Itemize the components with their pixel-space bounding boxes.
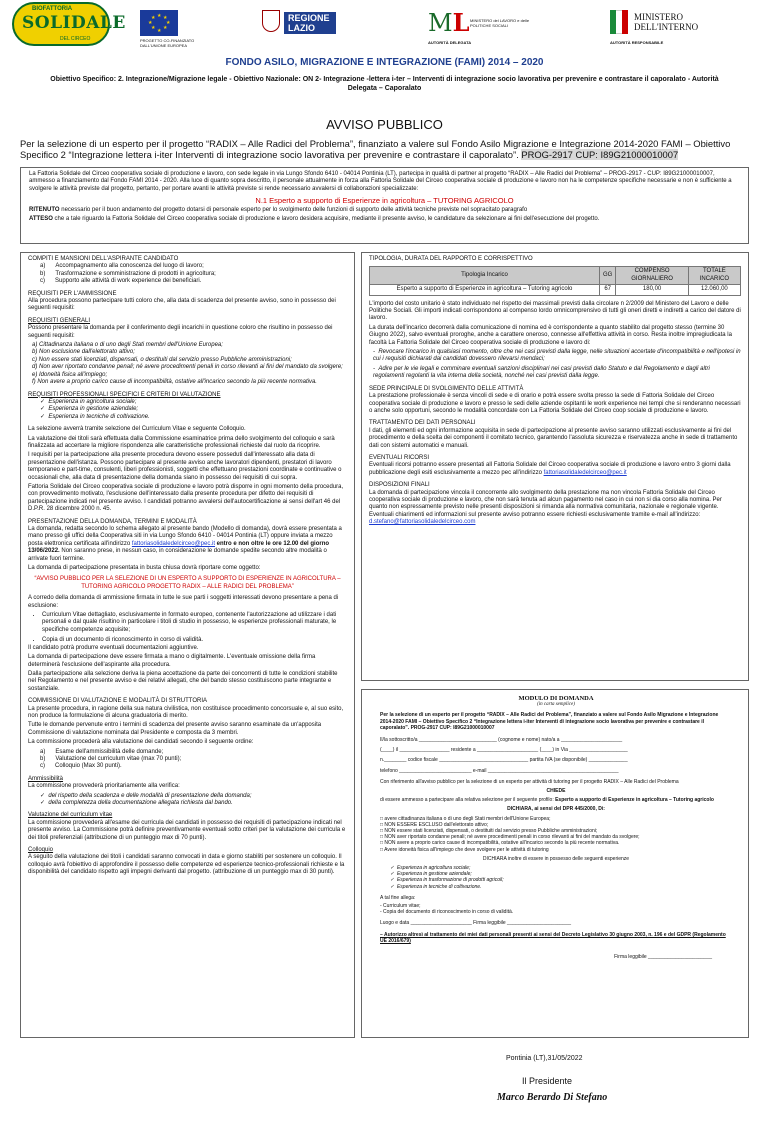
presentazione-p2: La domanda di partecipazione presentata in busta chiusa dovrà riportare come oggetto:	[28, 565, 261, 572]
ricorsi-body: Eventuali ricorsi potranno essere presentati all Fattoria Solidale del Circeo cooperativa sociale di produzione e lavoro entro 3 giorni dalla pubblicazione degli esiti esclusivamente a mezzo pec all'indirizzo	[369, 462, 731, 476]
fami-title: FONDO ASILO, MIGRAZIONE E INTEGRAZIONE (FAMI) 2014 – 2020	[225, 57, 544, 68]
contact-email-link[interactable]: d.stefano@fattoriasolidaledelcirceo.com	[369, 519, 476, 526]
presentazione-p5: La domanda di partecipazione deve essere firmata a mano o digitalmente. L'eventuale omissione della firma determinerà l'esclusione dell'aspirante alla procedura.	[28, 654, 316, 668]
list-item: a) Cittadinanza italiana o di uno degli Stati membri dell'Unione Europea;	[32, 342, 223, 349]
presentazione-deadline: entro e non oltre le ore 12.00 del giorno 13/06/2022.	[28, 540, 330, 555]
list-item: d) Non aver riportato condanne penali; né avere procedimenti penali in corso rilevanti ai fini del mandato da svolgere;	[32, 364, 343, 371]
form-request	[380, 797, 732, 803]
ammissibilita-heading: Ammissibilità	[28, 775, 64, 782]
list-item: a) Esame dell'ammissibilità delle domande;	[40, 748, 164, 755]
list-item[interactable]: □ Avere idoneità fisica all'impiego che deve svolgere per le attività di tutoring	[380, 846, 549, 853]
logo-top-text: BIOFATTORIA	[32, 6, 73, 12]
left-column	[20, 252, 355, 1038]
compiti-heading: COMPITI E MANSIONI DELL'ASPIRANTE CANDIDATO	[28, 256, 179, 262]
list-item: ✓ Esperienza in gestione aziendale;	[390, 871, 472, 878]
oggetto-text: “AVVISO PUBBLICO PER LA SELEZIONE DI UN ESPERTO A SUPPORTO DI ESPERIENZE IN AGRICOLTURA – TUTORING AGRICOLO PROGETTO RADIX – ALLE RADICI DEL PROBLEMA”	[34, 576, 341, 590]
ministero-interno-caption: AUTORITÀ RESPONSABILE	[610, 40, 664, 45]
commissione-p3: La commissione procederà alla valutazione dei candidati secondo il seguente ordine:	[28, 739, 254, 746]
disposizioni-body: La domanda di partecipazione vincola il concorrente allo svolgimento della prestazione ma non vincola Fattoria Solidale del Circeo cooperativa sociale di produzione e lavoro, che non sarà tenuta ad alcun pagamento nel caso in cui non si dia corso alla nomina. Per quanto non espressamente previsto nelle presenti disposizioni si rimanda alla normativa comunitaria, nazionale e regionale vigente. Eventuali chiarimenti ed informazioni sul presente avviso potranno essere richiesti esclusivamente tramite e-mail all'indirizzo:	[369, 489, 722, 518]
importo-text: L'importo del costo unitario è stato individuato nel rispetto dei massimali previsti dalla circolare n 2/2009 del Ministero del Lavoro e delle Politiche Sociali. Gli importi indicati corrispondono al compenso lordo omnicomprensivo di tutti gli oneri diretti e indiretti a carico del datore di lavoro.	[369, 300, 741, 322]
ritenuto-paragraph	[29, 207, 740, 214]
intro-code: PROG-2917 CUP: I89G21000010007	[521, 149, 679, 160]
colloquio-text: A seguito della valutazione dei titoli i candidati saranno convocati in data e giorno stabiliti per sostenere un colloquio. Il colloquio avrà l'obiettivo di approfondire il possesso delle competenze ed esperienze tecnico-professionali richieste e la disponibilità del candidato rispetto agli impegni derivanti dal progetto. (attribuzione di un punteggio max di 30 punti).	[28, 854, 345, 876]
list-item: ✓ Esperienza in agricoltura sociale;	[390, 865, 471, 872]
selezione-p3: I requisiti per la partecipazione alla presente procedura devono essere posseduti dall'interessato alla data di presentazione dell'istanza. Possono partecipare al presente avviso anche lavoratori dipendenti, prestatori di lavoro temporaneo e part-time, consulenti, liberi professionisti, soggetti che effettuano prestazioni coordinate e continuative o occasionali che, alla data di presentazione della domanda siano in possesso dei requisiti di cui sopra.	[28, 452, 342, 481]
atteso-label: ATTESO	[29, 216, 53, 223]
list-item: • Curriculum Vitae dettagliato, esclusivamente in formato europeo, contenente l'autorizzazione ad utilizzare i dati personali e dal quale risultino in particolare i titoli di studio in possesso, le esperienze professionali maturate, le specifiche competenze acquisite;	[42, 612, 347, 634]
ritenuto-label: RITENUTO	[29, 206, 60, 213]
form-chiede: CHIEDE	[546, 788, 566, 795]
pec-email-link[interactable]: fattoriasolidaledelcirceo@pec.it	[131, 540, 216, 547]
sede-heading: SEDE PRINCIPALE DI SVOLGIMENTO DELLE ATTIVITÀ	[369, 385, 524, 392]
colloquio-heading: Colloquio	[28, 847, 54, 854]
form-subtitle: (in carta semplice)	[537, 702, 575, 708]
form-firma-2: Firma leggibile _______________________	[614, 954, 712, 961]
form-intro: Per la selezione di un esperto per il progetto “RADIX – Alle Radici del Problema”, finanziato a valere sul Fondo Asilo Migrazione e Integrazione 2014-2020 FAMI – Obiettivo Specifico 2 “Integrazione lettera i-iter Interventi di integrazione socio lavorativa per prevenire e contrastare il caporalato”. PROG-2917 CUP: I89G21000010007	[380, 712, 719, 731]
premise-box	[20, 167, 749, 244]
requisiti-text: Alla procedura possono partecipare tutti coloro che, alla data di scadenza del presente avviso, sono in possesso dei seguenti requisiti:	[28, 298, 336, 312]
right-column	[361, 252, 749, 681]
requisiti-generali-text: Possono presentare la domanda per il conferimento degli incarichi in questione coloro che risultino in possesso dei seguenti requisiti:	[28, 325, 333, 339]
list-item: ✓ Esperienza in tecniche di coltivazione.	[40, 413, 150, 420]
table-cell: 12.060,00	[688, 285, 740, 295]
form-request-text: di essere ammesso a partecipare alla relativa selezione per il seguente profilo:	[380, 797, 556, 804]
requisiti-professionali-heading: REQUISITI PROFESSIONALI SPECIFICI E CRITERI DI VALUTAZIONE	[28, 391, 221, 398]
list-item: ✓ della completezza della documentazione allegata richiesta dal bando.	[40, 800, 233, 806]
lazio-crest-icon	[262, 10, 280, 32]
ministero-lavoro-name: MINISTERO del LAVORO e delle POLITICHE SOCIALI	[470, 18, 530, 28]
table-row	[370, 285, 741, 295]
position-title: N.1 Esperto a supporto di Esperienze in agricoltura – TUTORING AGRICOLO	[255, 196, 514, 206]
presentazione-p1-c: Non saranno prese, in nessun caso, in considerazione le domande spedite secondo altre modalità o arrivate fuori termine.	[28, 548, 327, 562]
objective-text: Obiettivo Specifico: 2. Integrazione/Migrazione legale - Obiettivo Nazionale: ON 2- Integrazione -lettera i-ter – Interventi di integrazione socio lavorativa per prevenire e contrastare il caporalato - Autorità Delegata – Caporalato	[50, 76, 719, 92]
ritenuto-text: necessario per il buon andamento del progetto dotarsi di personale esperto per lo svolgimento delle funzioni di supporto delle attività tecniche previste nel sopracitato paragrafo	[59, 206, 528, 213]
form-line-residence: (____) il __________________ residente a ______________________ (____) in Via _____________________	[380, 747, 628, 754]
list-item[interactable]: □ NON essere stati licenziati, dispensati, o destituiti dal servizio presso Pubbliche amministrazioni;	[380, 828, 598, 835]
presentazione-p1-a: La domanda, redatta secondo lo schema allegato al presente bando (Modello di domanda), dovrà essere presentata a mano presso gli uffici della Cooperativa siti in via Lungo Sfondo 6410 - 04014 Pontinia (LT) oppure inviata a mezzo posta elettronica certificata all'indirizzo	[28, 526, 342, 547]
atteso-text: che a tale riguardo la Fattoria Solidale del Circeo cooperativa sociale di produzione e lavoro desidera acquisire, mediante il presente avviso, le candidature da selezionare ai fini dell'esecuzione del progetto.	[52, 216, 600, 223]
table-cell: Esperto a supporto di Esperienze in agricoltura – Tutoring agricolo	[370, 285, 600, 295]
eu-caption: PROGETTO CO-FINANZIATO DALL'UNIONE EUROPEA	[140, 38, 195, 48]
commissione-p2: Tutte le domande pervenute entro i termini di scadenza del presente avviso saranno esaminate da un'apposita Commissione di valutazione nominata dal Presidente e composta da 3 membri.	[28, 722, 322, 736]
cv-heading: Valutazione del curriculum vitae	[28, 812, 113, 819]
table-header: Tipologia Incarico	[370, 267, 600, 285]
table-header: TOTALE INCARICO	[688, 267, 740, 285]
list-item: • Copia di un documento di riconoscimento in corso di validità.	[42, 637, 347, 644]
form-privacy-authorization: – Autorizzo altresì al trattamento dei miei dati personali presenti ai sensi del Decreto Legislativo 30 giugno 2003, n. 196 e del GDPR (Regolamento UE 2016/679)	[380, 931, 726, 944]
president-signature: Marco Berardo Di Stefano	[497, 1092, 608, 1103]
commissione-p1: La presente procedura, in ragione della sua natura civilistica, non costituisce procedimento concorsuale e, al suo esito, non produce la formulazione di alcuna graduatoria di merito.	[28, 705, 344, 719]
table-header: GG	[600, 267, 616, 285]
form-allega: A tal fine allega:	[380, 894, 416, 901]
intro-body: Per la selezione di un esperto per il progetto “RADIX – Alle Radici del Problema”, finanziato a valere sul Fondo Asilo Migrazione e Integrazione 2014-2020 FAMI – Obiettivo Specifico 2 “Integrazione lettera i-iter Interventi di integrazione socio lavorativa per prevenire e contrastare il caporalato”.	[20, 138, 731, 160]
ministero-lavoro-logo-icon: ML	[428, 8, 470, 37]
application-form-box	[361, 689, 749, 1038]
atteso-paragraph	[29, 216, 740, 223]
form-luogo-firma: Luogo e data ______________________ Firma leggibile _______________________	[380, 920, 572, 927]
requisiti-generali-heading: REQUISITI GENERALI	[28, 317, 91, 324]
fattoria-solidale-logo	[12, 2, 126, 46]
disposizioni-heading: DISPOSIZIONI FINALI	[369, 482, 430, 489]
list-item: ✓ del rispetto della scadenza e delle modalità di presentazione della domanda;	[40, 792, 252, 799]
regione-lazio-logo: REGIONE LAZIO	[284, 12, 336, 34]
presentazione-heading: PRESENTAZIONE DELLA DOMANDA, TERMINI E MODALITÀ	[28, 518, 197, 525]
ministero-lavoro-caption: AUTORITÀ DELEGATA	[428, 40, 472, 45]
selezione-p1: La selezione avverrà tramite selezione del Curriculum Vitae e seguente Colloquio.	[28, 426, 246, 433]
form-reference: Con riferimento all'avviso pubblico per la selezione di un esperto per attività di tutoring per il progetto RADIX – Alle Radici del Problema	[380, 778, 679, 785]
form-title: MODULO DI DOMANDA	[518, 695, 594, 702]
list-item: - Copia del documento di riconoscimento in corso di validità.	[380, 909, 514, 916]
italy-flag-icon	[610, 10, 628, 34]
presentazione-p4: Il candidato potrà produrre eventuali documentazioni aggiuntive.	[28, 644, 199, 651]
eu-flag-icon: ★ ★ ★ ★ ★ ★ ★ ★	[140, 10, 178, 36]
table-cell: 180,00	[616, 285, 688, 295]
list-item: - Adire per le vie legali e comminare eventuali sanzioni disciplinari nei casi previsti dallo Statuto e dal Regolamento e dagli altri regolamenti regolanti la vita interna della società, nonché nei casi previsti dalla legge.	[373, 365, 710, 380]
trattamento-heading: TRATTAMENTO DEI DATI PERSONALI	[369, 420, 476, 427]
form-dichiara-2: DICHIARA inoltre di essere in possesso delle seguenti esperienze	[482, 855, 630, 862]
selezione-p4: Fattoria Solidale del Circeo cooperativa sociale di produzione e lavoro potrà disporre in ogni momento della procedura, con provvedimento motivato, l'esclusione dell'interessato dalla presente procedura per difetto dei requisiti di partecipazione indicati nel presente avviso. I candidati potranno avvalersi dell'autocertificazione ai sensi dell'art 46 del D.P.R. 28 dicembre 2000 n. 45.	[28, 483, 344, 513]
logo-main-text: SOLIDALE	[22, 13, 126, 33]
list-item: ✓ Esperienza in trasformazione di prodotti agricoli;	[390, 877, 504, 884]
page-title: AVVISO PUBBLICO	[326, 117, 443, 132]
list-item: ✓ Esperienza in tecniche di coltivazione.	[390, 883, 482, 890]
presentazione-p1	[28, 526, 347, 563]
requisiti-heading: REQUISITI PER L'AMMISSIONE	[28, 290, 117, 297]
document-date: Pontinia (LT),31/05/2022	[506, 1055, 583, 1062]
list-item: - Curriculum vitae;	[380, 903, 421, 910]
intro-text	[20, 138, 749, 160]
logo-sub-text: DEL CIRCEO	[60, 36, 91, 42]
list-item: e) Idoneità fisica all'impiego;	[32, 371, 108, 378]
cv-text: La commissione provvederà all'esame dei curricula dei candidati in possesso dei requisiti di partecipazione indicati nel presente avviso. La Commissione potrà definire preventivamente eventuali sotto criteri per la valutazione dei curricula e dei titoli preferenziali (attribuzione di un punteggio max di 70 punti).	[28, 819, 346, 841]
list-item: a) Accompagnamento alla conoscenza del luogo di lavoro;	[40, 263, 204, 270]
ammissibilita-text: La commissione provvederà prioritariamente alla verifica:	[28, 783, 180, 790]
list-item: b) Trasformazione e somministrazione di prodotti in agricoltura;	[40, 270, 216, 277]
form-request-profile: Esperto a supporto di Esperienze in agricoltura – Tutoring agricolo	[555, 797, 714, 804]
commissione-heading: COMMISSIONE DI VALUTAZIONE E MODALITÀ DI STRUTTORIA	[28, 698, 208, 705]
form-line-name: Il/la sottoscritto/a ____________________________ (cognome e nome) nato/a a ______________________	[380, 737, 623, 744]
ricorsi-heading: EVENTUALI RICORSI	[369, 454, 430, 461]
list-item: b) Valutazione del curriculum vitae (max 70 punti);	[40, 755, 182, 762]
durata-text: La durata dell'incarico decorrerà dalla comunicazione di nomina ed è corrispondente a quanto stabilito dal progetto stesso (termine 30 Giugno 2022), salvo eventuali proroghe, anche a carattere oneroso, connesse all'effettiva attività in corso. Resta inoltre impregiudicata la facoltà La Fattoria Solidale del Circeo cooperativa sociale di produzione e lavoro di:	[369, 324, 732, 346]
form-line-contact: telefono __________________________ e-mail _______________________________________________	[380, 767, 619, 774]
list-item: c) Non essere stati licenziati, dispensati, o destituiti dal servizio presso Pubbliche amministrazioni;	[32, 356, 292, 363]
list-item[interactable]: □ NON ESSERE ESCLUSO dall'elettorato attivo;	[380, 821, 489, 828]
presentazione-p3: A corredo della domanda di ammissione firmata in tutte le sue parti i soggetti interessati devono presentare a pena di esclusione:	[28, 595, 339, 609]
tipologia-heading: TIPOLOGIA, DURATA DEL RAPPORTO E CORRISPETTIVO	[369, 256, 533, 262]
list-item: c) Supporto alle attività di work experience dei beneficiari.	[40, 278, 202, 285]
ministero-interno-name: MINISTERO DELL'INTERNO	[634, 12, 699, 32]
list-item: ✓ Esperienza in agricoltura sociale;	[40, 398, 137, 405]
list-item: b) Non esclusione dall'elettorato attivo;	[32, 349, 135, 356]
president-label: Il Presidente	[522, 1076, 573, 1086]
trattamento-text: I dati, gli elementi ed ogni informazione acquisita in sede di partecipazione al presente avviso saranno utilizzati esclusivamente ai fini del procedimento e della scelta dei componenti il comitato tecnico, garantendo l'assoluta sicurezza e riservatezza anche in sede di trattamento dati con sistemi automatici e manuali.	[369, 427, 738, 449]
ricorsi-text	[369, 462, 741, 477]
table-header: COMPENSO GIORNALIERO	[616, 267, 688, 285]
table-cell: 67	[600, 285, 616, 295]
list-item: ✓ Esperienza in gestione aziendale;	[40, 406, 139, 413]
premise-text: La Fattoria Solidale del Circeo cooperativa sociale di produzione e lavoro, con sede legale in via Lungo Sfondo 6410 - 04014 Pontinia (LT), partecipa in qualità di partner al progetto “RADIX – Alle Radici del Problema” – PROG-2917 - CUP: I89G21000010007, ammesso a finanziamento dal Fondo FAMI 2014 - 2020. Alla luce di quanto sopra descritto, il personale attualmente in forza alla Fattoria Solidale del Circeo cooperativa sociale di produzione e lavoro non ha le competenze specifiche necessarie e non è sufficiente a svolgere le attività previste dal progetto, pertanto, per portare avanti le attività previste si rende necessario avvalersi di collaborazioni specializzate:	[29, 171, 732, 192]
compensation-table	[369, 266, 741, 295]
disposizioni-text	[369, 490, 741, 527]
presentazione-p6: Dalla partecipazione alla selezione deriva la piena accettazione da parte dei concorrenti di tutte le condizioni stabilite nel Regolamento e nel presente avviso e dei relativi allegati, che del bando stesso costituiscono parte integrante e sostanziale.	[28, 670, 338, 692]
form-dichiara: DICHIARA, ai sensi del DPR 445/2000, Di:	[507, 806, 605, 813]
list-item: c) Colloquio (Max 30 punti).	[40, 763, 122, 770]
logo-bar	[0, 0, 769, 50]
list-item[interactable]: □ avere cittadinanza italiana o di uno degli Stati membri dell'Unione Europea;	[380, 815, 551, 822]
list-item[interactable]: □ NON avere a proprio carico cause di incompatibilità, ostative all'incarico secondo la più recente normativa.	[380, 840, 620, 847]
form-line-fiscal: n.________ codice fiscale ________________________________ partita IVA (se disponibile) ______________	[380, 757, 628, 764]
list-item: f) Non avere a proprio carico cause di incompatibilità, ostative all'incarico secondo la più recente normativa.	[32, 379, 317, 386]
application-form	[380, 696, 732, 1033]
sede-text: La prestazione professionale è senza vincoli di sede e di orario e potrà essere svolta presso la sede di Fattoria Solidale del Circeo cooperativa sociale di produzione e lavoro e presso le sedi delle aziende ospitanti le work experience nei tempi che si renderanno necessari o anche solo opportuni, secondo le modalità concordate con La Fattoria Solidale del Circeo coop sociale di produzione e lavoro.	[369, 393, 741, 414]
list-item: - Revocare l'incarico in qualsiasi momento, oltre che nei casi previsti dalla legge, nelle situazioni accertate d'incompatibilità e nell'ipotesi in cui i requisiti dichiarati dai candidati dovessero rilevarsi mendaci;	[373, 349, 741, 363]
ricorsi-email-link[interactable]: fattoriasolidaledelcirceo@pec.it	[543, 469, 627, 476]
list-item[interactable]: □ NON aver riportato condanne penali; né avere procedimenti penali in corso rilevanti ai fini del mandato da svolgere;	[380, 834, 640, 841]
selezione-p2: La valutazione dei titoli sarà effettuata dalla Commissione esaminatrice prima dello svolgimento del colloquio e sarà finalizzata ad accertare la migliore rispondenza alle caratteristiche professionali richieste dal ruolo da ricoprire.	[28, 435, 335, 449]
